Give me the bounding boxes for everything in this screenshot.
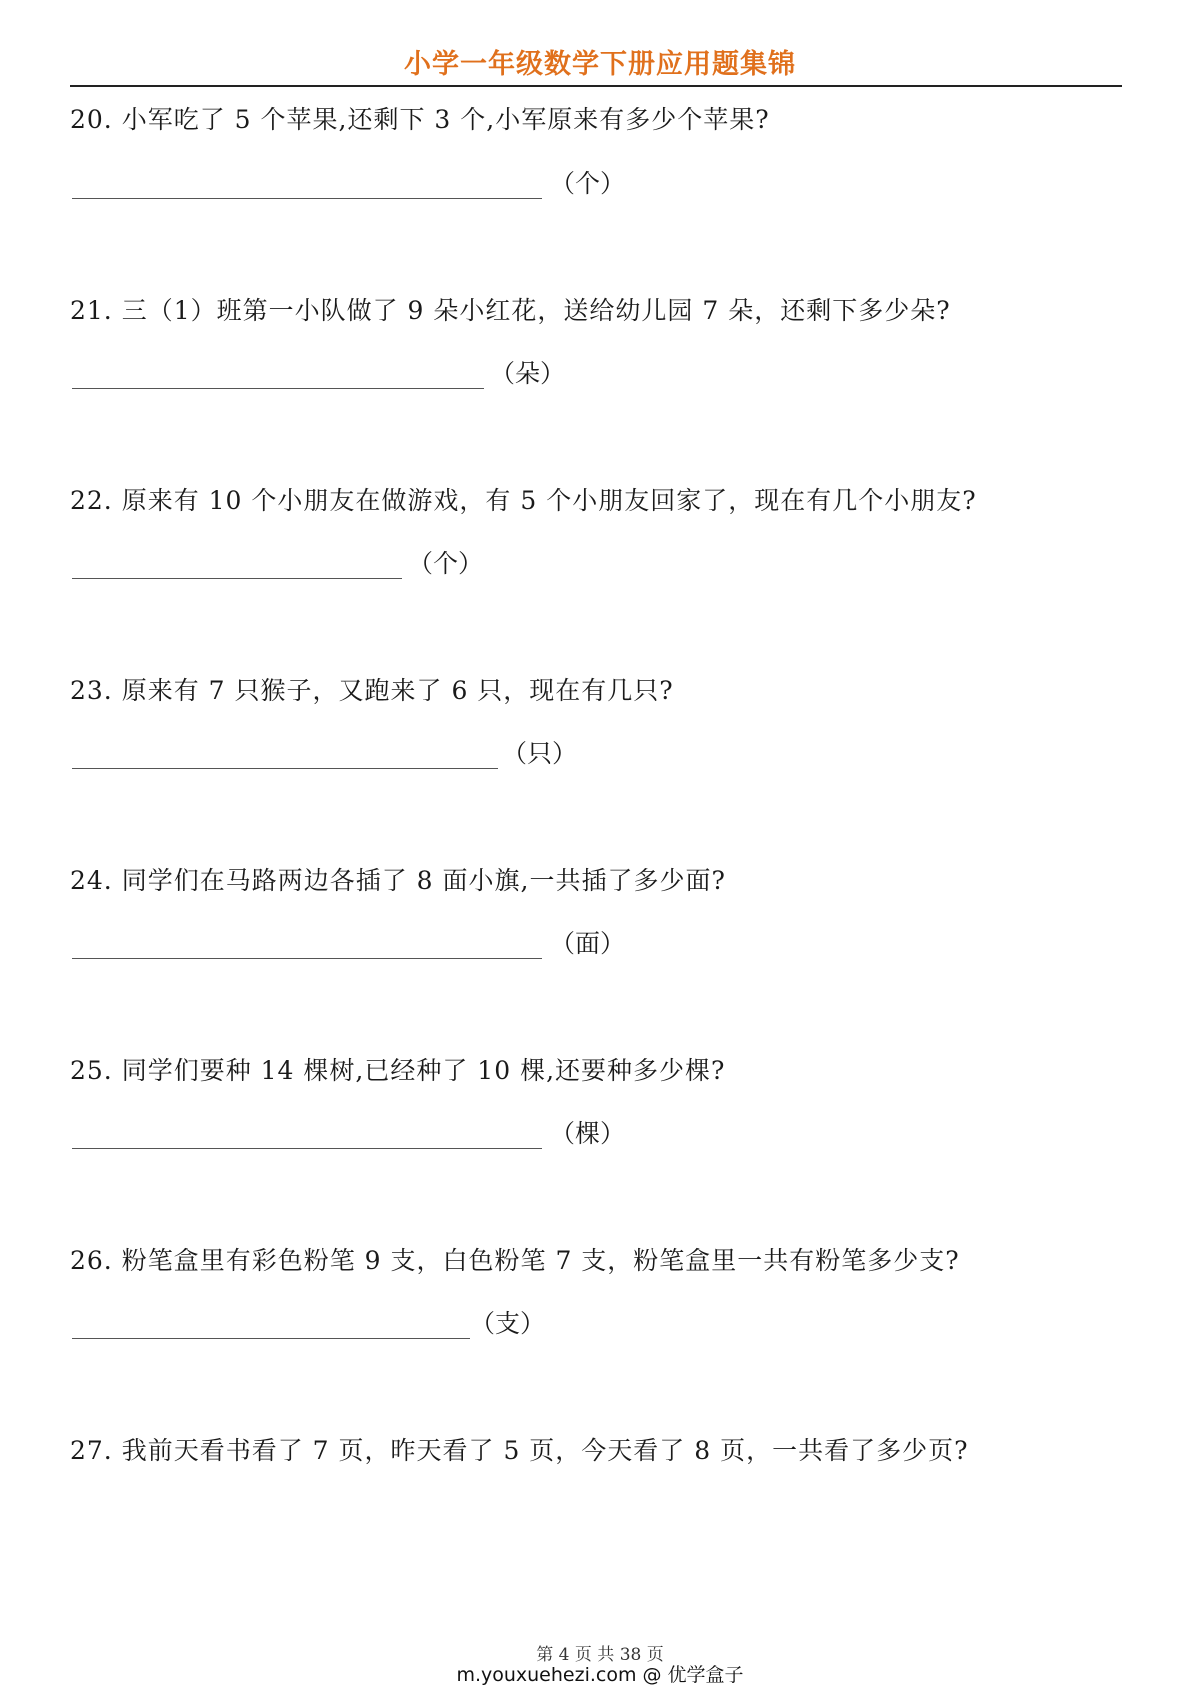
header-divider bbox=[70, 85, 1122, 87]
question-23: 23. 原来有 7 只猴子，又跑来了 6 只，现在有几只? bbox=[70, 676, 674, 705]
question-26: 26. 粉笔盒里有彩色粉笔 9 支，白色粉笔 7 支，粉笔盒里一共有粉笔多少支? bbox=[70, 1246, 960, 1275]
answer-blank-20[interactable] bbox=[72, 198, 542, 199]
question-24: 24. 同学们在马路两边各插了 8 面小旗,一共插了多少面? bbox=[70, 866, 726, 895]
page-number: 第 4 页 共 38 页 bbox=[536, 1645, 664, 1665]
answer-unit-26: （支） bbox=[470, 1309, 546, 1338]
answer-unit-22: （个） bbox=[408, 549, 484, 578]
question-22: 22. 原来有 10 个小朋友在做游戏，有 5 个小朋友回家了，现在有几个小朋友? bbox=[70, 486, 977, 515]
answer-blank-23[interactable] bbox=[72, 768, 498, 769]
question-20: 20. 小军吃了 5 个苹果,还剩下 3 个,小军原来有多少个苹果? bbox=[70, 105, 770, 134]
answer-unit-24: （面） bbox=[550, 929, 626, 958]
answer-blank-25[interactable] bbox=[72, 1148, 542, 1149]
question-21: 21. 三（1）班第一小队做了 9 朵小红花，送给幼儿园 7 朵，还剩下多少朵? bbox=[70, 296, 951, 325]
answer-blank-24[interactable] bbox=[72, 958, 542, 959]
answer-unit-20: （个） bbox=[550, 169, 626, 198]
answer-blank-21[interactable] bbox=[72, 388, 484, 389]
watermark: m.youxuehezi.com @ 优学盒子 bbox=[456, 1664, 744, 1686]
answer-blank-26[interactable] bbox=[72, 1338, 470, 1339]
page-header-title: 小学一年级数学下册应用题集锦 bbox=[404, 49, 796, 80]
answer-unit-21: （朵） bbox=[490, 359, 566, 388]
answer-unit-23: （只） bbox=[502, 739, 578, 768]
answer-blank-22[interactable] bbox=[72, 578, 402, 579]
question-27: 27. 我前天看书看了 7 页，昨天看了 5 页，今天看了 8 页，一共看了多少页? bbox=[70, 1436, 969, 1465]
question-25: 25. 同学们要种 14 棵树,已经种了 10 棵,还要种多少棵? bbox=[70, 1056, 726, 1085]
answer-unit-25: （棵） bbox=[550, 1119, 626, 1148]
